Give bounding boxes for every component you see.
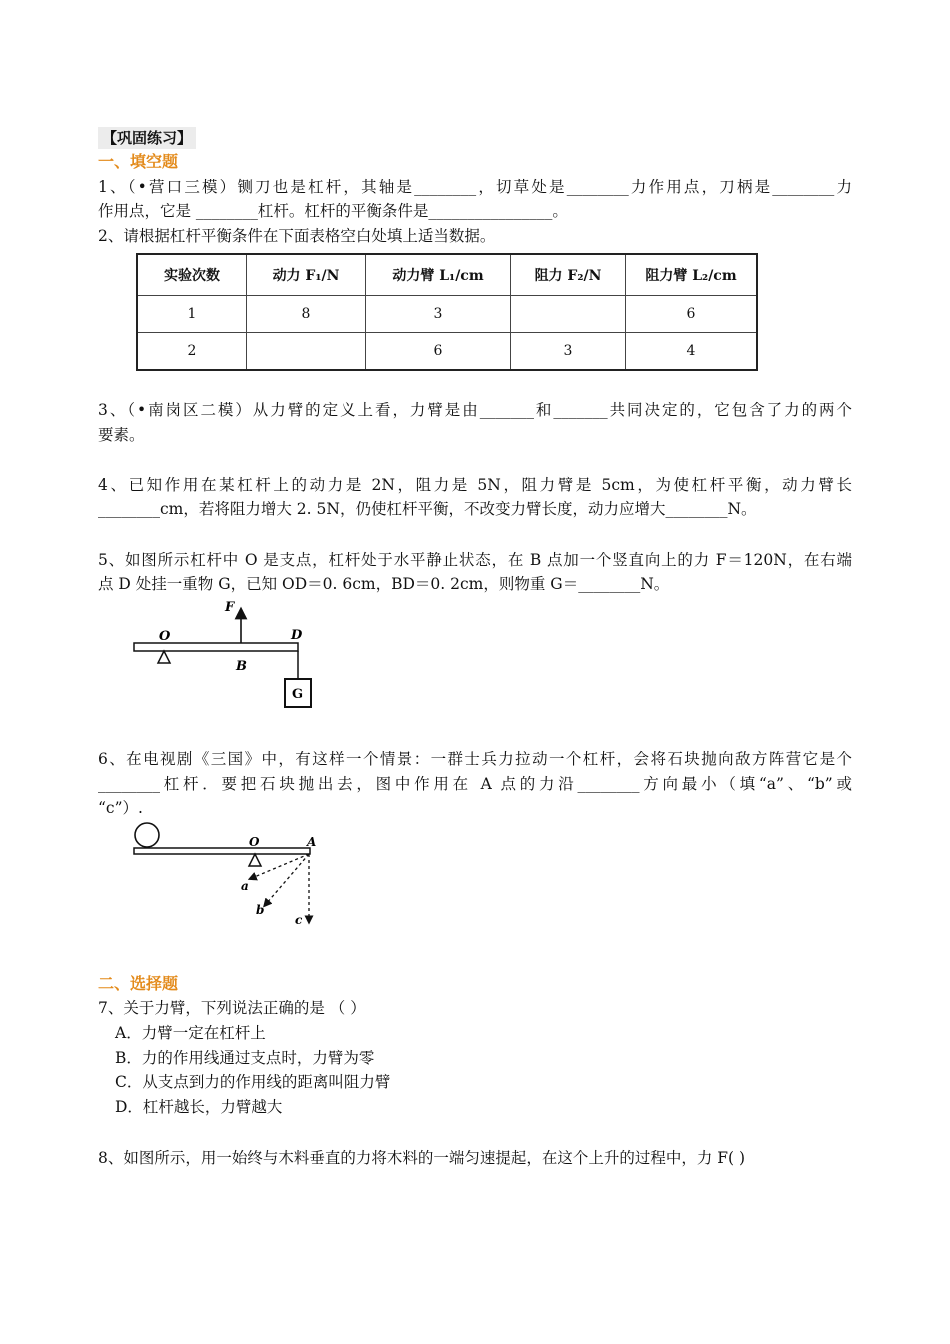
table-cell bbox=[247, 333, 366, 371]
table-header-cell: 阻力臂 L₂/cm bbox=[626, 254, 758, 296]
table-cell: 2 bbox=[137, 333, 247, 371]
section-fill-in-title: 一、填空题 bbox=[98, 152, 179, 171]
table-cell: 8 bbox=[247, 296, 366, 333]
lever-bar bbox=[134, 643, 298, 651]
table-header-cell: 动力臂 L₁/cm bbox=[366, 254, 511, 296]
q7-option-a: A．力臂一定在杠杆上 bbox=[115, 1024, 266, 1042]
practice-tag: 【巩固练习】 bbox=[98, 127, 196, 149]
label-o: O bbox=[249, 835, 260, 849]
fulcrum-triangle bbox=[158, 651, 170, 663]
table-cell: 3 bbox=[511, 333, 626, 371]
q5-line-1: 5、如图所示杠杆中 O 是支点，杠杆处于水平静止状态，在 B 点加一个竖直向上的力 F＝120N，在右端 bbox=[98, 551, 852, 569]
q4-line-1: 4、已知作用在某杠杆上的动力是 2N，阻力是 5N，阻力臂是 5cm，为使杠杆平衡，动力臂长 bbox=[98, 476, 852, 494]
label-b: b bbox=[256, 903, 265, 917]
label-b: B bbox=[236, 659, 247, 674]
q7-stem: 7、关于力臂，下列说法正确的是 （ ） bbox=[98, 999, 366, 1017]
label-g: G bbox=[292, 687, 304, 702]
label-c: c bbox=[295, 913, 303, 927]
fulcrum-triangle bbox=[249, 854, 261, 866]
q7-option-d: D．杠杆越长，力臂越大 bbox=[115, 1098, 283, 1116]
label-d: D bbox=[291, 628, 303, 643]
catapult-figure-q6 bbox=[128, 818, 328, 928]
table-row bbox=[137, 296, 757, 333]
table-cell: 6 bbox=[366, 333, 511, 371]
table-cell: 6 bbox=[626, 296, 758, 333]
q7-option-b: B．力的作用线通过支点时，力臂为零 bbox=[115, 1049, 375, 1067]
q6-line-1: 6、在电视剧《三国》中，有这样一个情景：一群士兵力拉动一个杠杆，会将石块抛向敌方阵营它是个 bbox=[98, 750, 852, 768]
stone-circle bbox=[135, 823, 159, 847]
q1-line-2: 作用点，它是 ________杠杆。杠杆的平衡条件是________________。 bbox=[98, 202, 568, 220]
q6-line-2: ________杠杆．要把石块抛出去，图中作用在 A 点的力沿________方向最小（填“a”、“b”或 bbox=[98, 775, 852, 793]
q2-text: 2、请根据杠杆平衡条件在下面表格空白处填上适当数据。 bbox=[98, 227, 496, 245]
q1-line-1: 1、（•营口三模）铡刀也是杠杆，其轴是________，切草处是________力作用点，刀柄是________力 bbox=[98, 178, 852, 196]
q3-line-1: 3、（•南岗区二模）从力臂的定义上看，力臂是由_______和_______共同决定的，它包含了力的两个 bbox=[98, 401, 852, 419]
section-choice-title: 二、选择题 bbox=[98, 974, 179, 993]
lever-figure-q5 bbox=[126, 595, 316, 715]
direction-b-arrow bbox=[266, 854, 309, 904]
table-row bbox=[137, 333, 757, 371]
q8-stem: 8、如图所示，用一始终与木料垂直的力将木料的一端匀速提起，在这个上升的过程中，力 F( ) bbox=[98, 1149, 746, 1167]
table-header-cell: 实验次数 bbox=[137, 254, 247, 296]
label-f: F bbox=[225, 600, 235, 615]
lever-data-table bbox=[136, 253, 758, 371]
table-cell: 3 bbox=[366, 296, 511, 333]
label-a-point: A bbox=[307, 835, 317, 849]
table-header-cell: 动力 F₁/N bbox=[247, 254, 366, 296]
q5-line-2: 点 D 处挂一重物 G，已知 OD＝0. 6cm，BD＝0. 2cm，则物重 G＝________N。 bbox=[98, 575, 670, 593]
label-a: a bbox=[241, 879, 249, 893]
table-cell bbox=[511, 296, 626, 333]
table-cell: 4 bbox=[626, 333, 758, 371]
q6-line-3: “c”）. bbox=[98, 799, 143, 817]
q4-line-2: ________cm，若将阻力增大 2. 5N，仍使杠杆平衡，不改变力臂长度，动力应增大________N。 bbox=[98, 500, 757, 518]
catapult-bar bbox=[134, 848, 310, 854]
table-header-row bbox=[137, 254, 757, 296]
q7-option-c: C．从支点到力的作用线的距离叫阻力臂 bbox=[115, 1073, 391, 1091]
q3-line-2: 要素。 bbox=[98, 426, 145, 444]
table-cell: 1 bbox=[137, 296, 247, 333]
table-header-cell: 阻力 F₂/N bbox=[511, 254, 626, 296]
label-o: O bbox=[159, 629, 171, 644]
